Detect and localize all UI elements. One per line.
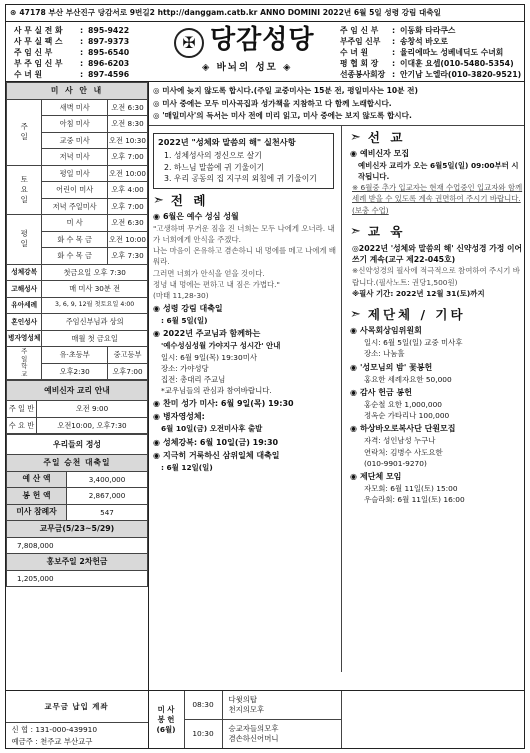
item-line: 연락처: 김병수 사도요한 bbox=[364, 447, 443, 457]
education-head: ◎2022년 '성체와 말씀의 해' 신약성경 가정 이어쓰기 계속(교구 제22-045호) bbox=[352, 244, 523, 265]
item-line: '예수성심성월 가야지구 성시간' 안내 bbox=[161, 341, 281, 351]
prebaptism-table bbox=[6, 380, 148, 434]
sacrament-value: 매월 첫 금요일 bbox=[42, 330, 148, 347]
news-column bbox=[342, 126, 524, 672]
contact-key: 사 무 실 팩 스 bbox=[14, 37, 63, 46]
colon-sep: : bbox=[392, 37, 396, 46]
contact-key: 주 임 신 부 bbox=[340, 26, 379, 35]
mass-name: 저녁 주일미사 bbox=[42, 198, 108, 215]
contact-row bbox=[14, 36, 156, 47]
offering-label: 예 산 액 bbox=[7, 471, 67, 488]
item-line: 장소: 나눔홀 bbox=[364, 349, 405, 359]
mass-name: 어린이 미사 bbox=[42, 182, 108, 199]
notice-line: ◎ 미사 중에는 모두 미사곡집과 성가책을 지참하고 다 함께 노래합시다. bbox=[153, 98, 392, 108]
item-line: 집전: 총대리 주교님 bbox=[161, 374, 226, 384]
class-name: 주 일 반 bbox=[7, 401, 37, 418]
item-line: *교우님들의 관심과 참여바랍니다. bbox=[161, 386, 272, 396]
education-title: 교 육 bbox=[367, 224, 406, 240]
list-item bbox=[350, 424, 524, 434]
item-line: 자모회: 6월 11일(토) 15:00 bbox=[364, 483, 458, 493]
contact-value: 897-4596 bbox=[88, 70, 130, 79]
mass-time: 오전 6:30 bbox=[108, 215, 148, 232]
mass-name: 교중 미사 bbox=[42, 132, 108, 149]
item-line: 장소: 가야성당 bbox=[161, 363, 209, 373]
intention-name: 다윗의탑 bbox=[228, 694, 258, 704]
education-heading bbox=[350, 224, 524, 240]
sacrament-value: 3, 6, 9, 12월 첫토요일 4:00 bbox=[42, 297, 148, 314]
practice-box bbox=[153, 133, 334, 189]
colon-sep: : bbox=[392, 48, 396, 57]
list-item bbox=[350, 472, 524, 482]
address-text: 47178 부산 부산진구 당감서로 9번길2 http://danggam.catb.kr ANNO DOMINI 2022년 6월 5일 성령 강림 대축일 bbox=[19, 8, 441, 18]
arrow-icon: ➣ bbox=[350, 129, 364, 145]
contact-key: 수 녀 원 bbox=[14, 70, 43, 79]
school-cell: 오후2:30 bbox=[42, 363, 108, 380]
mass-time: 오전 10:00 bbox=[108, 165, 148, 182]
item-head: 찬미 성가 미사: 6월 9일(목) 19:30 bbox=[162, 399, 294, 409]
mass-name: 화 수 목 금 bbox=[42, 248, 108, 265]
practice-item: 3. 우리 공동의 집 지구의 외침에 귀 기울이기 bbox=[164, 174, 317, 183]
school-label: 주 일 학 교 bbox=[7, 347, 42, 380]
item-head: 성령 강림 대축일 bbox=[162, 304, 223, 314]
sacrament-label: 성체강복 bbox=[7, 264, 42, 281]
mass-name: 평일 미사 bbox=[42, 165, 108, 182]
offering-label: 미사 참례자 bbox=[7, 504, 67, 521]
mass-time: 오후 7:00 bbox=[108, 198, 148, 215]
contact-key: 주 임 신 부 bbox=[14, 48, 53, 57]
mass-time: 오전 8:30 bbox=[108, 116, 148, 133]
item-line: 자격: 성인남성 누구나 bbox=[364, 436, 436, 446]
contact-row bbox=[14, 25, 156, 36]
mass-time: 오전 10:30 bbox=[108, 132, 148, 149]
contact-row bbox=[340, 25, 524, 36]
bullet-icon: ◉ bbox=[153, 399, 160, 409]
item-head: 제단체 모임 bbox=[359, 471, 402, 481]
practice-item: 1. 성체성사의 정신으로 살기 bbox=[164, 151, 262, 160]
class-name: 수 요 반 bbox=[7, 417, 37, 434]
colon-sep: : bbox=[80, 48, 84, 57]
arrow-icon: ➣ bbox=[350, 223, 364, 239]
bottom-strip bbox=[6, 690, 525, 748]
notice-box bbox=[149, 82, 524, 126]
offering-value: 547 bbox=[67, 504, 148, 521]
bullet-icon: ◉ bbox=[350, 148, 357, 158]
contact-row bbox=[340, 36, 524, 47]
item-line: 홍순철 요한 1,000,000 bbox=[364, 399, 443, 409]
colon-sep: : bbox=[392, 70, 396, 79]
school-cell: 중고등부 bbox=[108, 347, 148, 364]
class-time: 오전10:00, 오후7:30 bbox=[37, 417, 148, 434]
offering-title: 우리들의 정성 bbox=[7, 435, 148, 455]
account-line: 신 협 : 131-000-439910 bbox=[11, 725, 98, 734]
intention-time: 10:30 bbox=[185, 720, 223, 748]
colon-sep: : bbox=[80, 59, 84, 68]
item-line: 홍요한 세례자요한 50,000 bbox=[364, 374, 452, 384]
liturgy-title: 전 례 bbox=[170, 192, 209, 208]
item-line: 나는 마음이 온유하고 겸손하니 내 멍에를 메고 나에게 배워라. bbox=[153, 246, 337, 267]
contact-key: 수 녀 원 bbox=[340, 48, 369, 57]
mass-name: 화 수 목 금 bbox=[42, 231, 108, 248]
contact-list bbox=[6, 22, 156, 81]
offering-period-value: 1,205,000 bbox=[7, 570, 148, 587]
bullet-icon: ◉ bbox=[350, 362, 357, 372]
contact-value: 안기남 노엘라(010-3820-9521) bbox=[400, 70, 522, 79]
mass-intention-box bbox=[149, 691, 342, 748]
item-head: 성체강복: 6월 10일(금) 19:30 bbox=[162, 437, 279, 447]
prebaptism-title: 예비신자 교리 안내 bbox=[7, 381, 148, 401]
left-sidebar bbox=[6, 82, 149, 748]
liturgy-heading bbox=[153, 193, 338, 209]
practice-title: 2022년 "성체와 말씀의 해" 실천사항 bbox=[158, 136, 296, 147]
intention-names bbox=[223, 691, 341, 719]
intention-name: 천지의모후 bbox=[228, 705, 265, 714]
item-line: 그러면 너희가 안식을 얻을 것이다. bbox=[153, 268, 265, 278]
list-item bbox=[153, 304, 338, 314]
contact-key: 선종봉사회장 bbox=[340, 70, 386, 79]
contact-value: 895-9422 bbox=[88, 26, 130, 35]
item-head: 감사 헌금 봉헌 bbox=[359, 387, 412, 397]
sacrament-label: 혼인성사 bbox=[7, 314, 42, 331]
item-head: 지극히 거룩하신 삼위일체 대축일 bbox=[162, 450, 280, 460]
bullet-icon: ◉ bbox=[350, 387, 357, 397]
account-box bbox=[6, 691, 149, 748]
mission-title: 선 교 bbox=[367, 129, 406, 145]
intention-label: 미 사 봉 헌 (6월) bbox=[149, 691, 185, 748]
mass-group-label: 토 요 일 bbox=[7, 165, 42, 215]
notice-line: ◎ 미사에 늦지 않도록 합시다.(주일 교중미사는 15분 전, 평일미사는 10분 전) bbox=[153, 86, 418, 95]
education-line-2: ※필사 기간: 2022년 12월 31(토)까지 bbox=[352, 288, 485, 298]
contact-value: 율리에따노 성베네딕도 수녀회 bbox=[400, 48, 504, 57]
list-item bbox=[153, 438, 338, 448]
list-item bbox=[153, 329, 338, 339]
school-cell: 오후7:00 bbox=[108, 363, 148, 380]
intention-row bbox=[185, 691, 341, 720]
intention-name: 승교자들의모후 bbox=[228, 723, 279, 733]
list-item bbox=[153, 412, 338, 422]
offering-value: 3,400,000 bbox=[67, 471, 148, 488]
mass-group-label: 평 일 bbox=[7, 215, 42, 265]
copyright-icon: ⊛ bbox=[10, 8, 17, 18]
bullet-icon: ◉ bbox=[153, 450, 160, 460]
bullet-icon: ◉ bbox=[350, 424, 357, 434]
list-item bbox=[350, 149, 524, 159]
contact-value: 895-6540 bbox=[88, 48, 130, 57]
school-cell: 유·초등부 bbox=[42, 347, 108, 364]
item-line: 정옥순 가타리나 100,000 bbox=[364, 411, 450, 421]
intention-names bbox=[223, 720, 341, 748]
item-head: 병자영성체: bbox=[162, 412, 205, 422]
sacrament-value: 매 미사 30분 전 bbox=[42, 281, 148, 298]
item-line: 일시: 6월 9일(목) 19:30미사 bbox=[161, 352, 257, 362]
mass-name: 미 사 bbox=[42, 215, 108, 232]
item-head: 예비신자 모집 bbox=[359, 148, 410, 158]
mass-group-label: 주 일 bbox=[7, 99, 42, 165]
item-line: "고생하며 무거운 짐을 진 너희는 모두 나에게 오너라. 내가 너희에게 안식을 주겠다. bbox=[153, 223, 335, 244]
account-holder: 예금주 : 천주교 부산교구 bbox=[11, 737, 93, 746]
practice-item: 2. 하느님 말씀에 귀 기울이기 bbox=[164, 162, 265, 172]
item-head: 2022년 주교님과 함께하는 bbox=[162, 329, 261, 339]
mass-name: 저녁 미사 bbox=[42, 149, 108, 166]
contact-row bbox=[14, 69, 156, 80]
contact-row bbox=[340, 47, 524, 58]
list-item bbox=[350, 326, 524, 336]
arrow-icon: ➣ bbox=[350, 307, 364, 323]
contact-key: 부주임 신부 bbox=[340, 37, 381, 46]
offering-period-label: 홍보주일 2차헌금 bbox=[7, 554, 148, 571]
bulletin-frame bbox=[5, 4, 525, 749]
item-line: 우슬라회: 6월 11일(토) 16:00 bbox=[364, 495, 465, 505]
colon-sep: : bbox=[80, 37, 84, 46]
bullet-icon: ◉ bbox=[153, 412, 160, 422]
contact-value: 송창석 바오로 bbox=[400, 37, 448, 46]
sacrament-value: 첫금요일 오후 7:30 bbox=[42, 264, 148, 281]
masthead bbox=[6, 22, 524, 82]
bullet-icon: ◉ bbox=[153, 437, 160, 447]
contact-key: 평 협 회 장 bbox=[340, 59, 379, 68]
contact-value: 이대훈 요셉(010-5480-5354) bbox=[400, 59, 514, 68]
account-title: 교무금 납입 계좌 bbox=[6, 691, 148, 723]
mass-time: 오전 6:30 bbox=[108, 99, 148, 116]
intention-time: 08:30 bbox=[185, 691, 223, 719]
item-line: : 6월 5일(일) bbox=[161, 316, 208, 326]
masthead-title-area bbox=[156, 22, 338, 81]
offering-label: 봉 헌 액 bbox=[7, 488, 67, 505]
list-item bbox=[153, 451, 338, 461]
mission-line-1: 예비신자 교리가 오는 6월5일(일) 09:00부터 시작됩니다. bbox=[358, 160, 519, 181]
item-line: 정녕 내 멍에는 편하고 내 짐은 가볍다." bbox=[153, 279, 280, 289]
contact-row bbox=[14, 47, 156, 58]
item-line: 6월 10일(금) 오전미사후 출발 bbox=[161, 424, 263, 434]
mission-heading bbox=[350, 130, 524, 146]
sacrament-label: 병자영성체 bbox=[7, 330, 42, 347]
sacrament-value: 주임신부님과 상의 bbox=[42, 314, 148, 331]
contact-value: 이동화 타라쿠스 bbox=[400, 26, 456, 35]
bullet-icon: ◉ bbox=[350, 471, 357, 481]
liturgy-column bbox=[149, 126, 342, 672]
mass-name: 새벽 미사 bbox=[42, 99, 108, 116]
class-time: 오전 9:00 bbox=[37, 401, 148, 418]
contact-row bbox=[340, 69, 524, 80]
list-item bbox=[153, 212, 338, 222]
arrow-icon: ➣ bbox=[153, 192, 167, 208]
mission-line-2: ※ 6월중 추가 입교자는 현재 수업중인 입교자와 함께 세례 받을 수 있도록 계속 권면하여 주시기 바랍니다.(보충 수업) bbox=[352, 183, 523, 215]
item-head: '성모님의 밤' 꽃봉헌 bbox=[359, 362, 433, 372]
item-line: (마태 11,28-30) bbox=[153, 290, 209, 300]
colon-sep: : bbox=[80, 70, 84, 79]
intention-row bbox=[185, 720, 341, 748]
mass-schedule-table bbox=[6, 82, 148, 380]
item-line: : 6월 12일(일) bbox=[161, 462, 213, 472]
contact-value: 896-6203 bbox=[88, 59, 130, 68]
colon-sep: : bbox=[80, 26, 84, 35]
bullet-icon: ◉ bbox=[350, 326, 357, 336]
offering-period-value: 7,808,000 bbox=[7, 537, 148, 554]
sacrament-label: 고해성사 bbox=[7, 281, 42, 298]
item-line: 일시: 6월 5일(일) 교중 미사후 bbox=[364, 338, 463, 348]
mass-time: 오후 7:00 bbox=[108, 149, 148, 166]
mass-time: 오후 7:30 bbox=[108, 248, 148, 265]
mass-section-title: 미 사 안 내 bbox=[7, 83, 148, 100]
parish-subtitle: ◈ 바뇌의 성모 ◈ bbox=[202, 62, 293, 73]
offering-value: 2,867,000 bbox=[67, 488, 148, 505]
groups-title: 제단체 / 기타 bbox=[367, 307, 466, 323]
list-item bbox=[153, 399, 338, 409]
staff-list bbox=[338, 22, 524, 81]
offering-sub: 주일 승천 대축일 bbox=[7, 455, 148, 472]
list-item bbox=[350, 388, 524, 398]
offering-table bbox=[6, 434, 148, 587]
parish-logo-icon: ✠ bbox=[174, 28, 204, 58]
notice-line: ◎ '매일미사'의 독서는 미사 전에 미리 읽고, 미사 중에는 보지 않도록 합시다. bbox=[153, 111, 412, 120]
list-item bbox=[350, 363, 524, 373]
top-address-bar bbox=[6, 5, 524, 22]
sacrament-label: 유아세례 bbox=[7, 297, 42, 314]
item-head: 6월은 예수 성심 성월 bbox=[162, 211, 239, 221]
bullet-icon: ◉ bbox=[153, 329, 160, 339]
item-head: 하상바오로복사단 단원모집 bbox=[359, 424, 456, 434]
item-line: (010-9901-9270) bbox=[364, 458, 427, 468]
contact-key: 사 무 실 전 화 bbox=[14, 26, 63, 35]
groups-heading bbox=[350, 307, 524, 323]
mass-time: 오후 4:00 bbox=[108, 182, 148, 199]
intention-name: 겸손하신어머니 bbox=[228, 734, 279, 743]
mass-time: 오전 10:00 bbox=[108, 231, 148, 248]
contact-key: 부 주 임 신 부 bbox=[14, 59, 63, 68]
parish-title: 당감성당 bbox=[210, 25, 315, 55]
contact-value: 897-9373 bbox=[88, 37, 130, 46]
contact-row bbox=[14, 58, 156, 69]
bullet-icon: ◉ bbox=[153, 211, 160, 221]
mass-name: 아침 미사 bbox=[42, 116, 108, 133]
colon-sep: : bbox=[392, 26, 396, 35]
contact-row bbox=[340, 58, 524, 69]
item-head: 사목회상임위원회 bbox=[359, 326, 422, 336]
education-line-1: ※신약성경의 필사에 적극적으로 참여하여 주시기 바랍니다.(필사노트: 권당1,500원) bbox=[352, 266, 520, 287]
colon-sep: : bbox=[392, 59, 396, 68]
offering-period-label: 교무금(5/23~5/29) bbox=[7, 521, 148, 538]
bullet-icon: ◉ bbox=[153, 304, 160, 314]
